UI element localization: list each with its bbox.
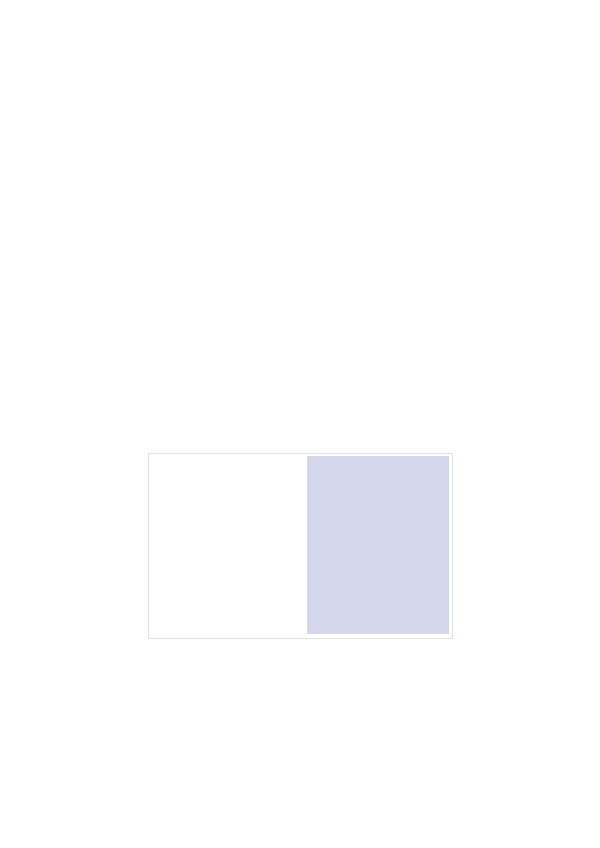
plurilingual-competence-figure: [148, 453, 453, 639]
figure-right-box: [307, 456, 449, 634]
